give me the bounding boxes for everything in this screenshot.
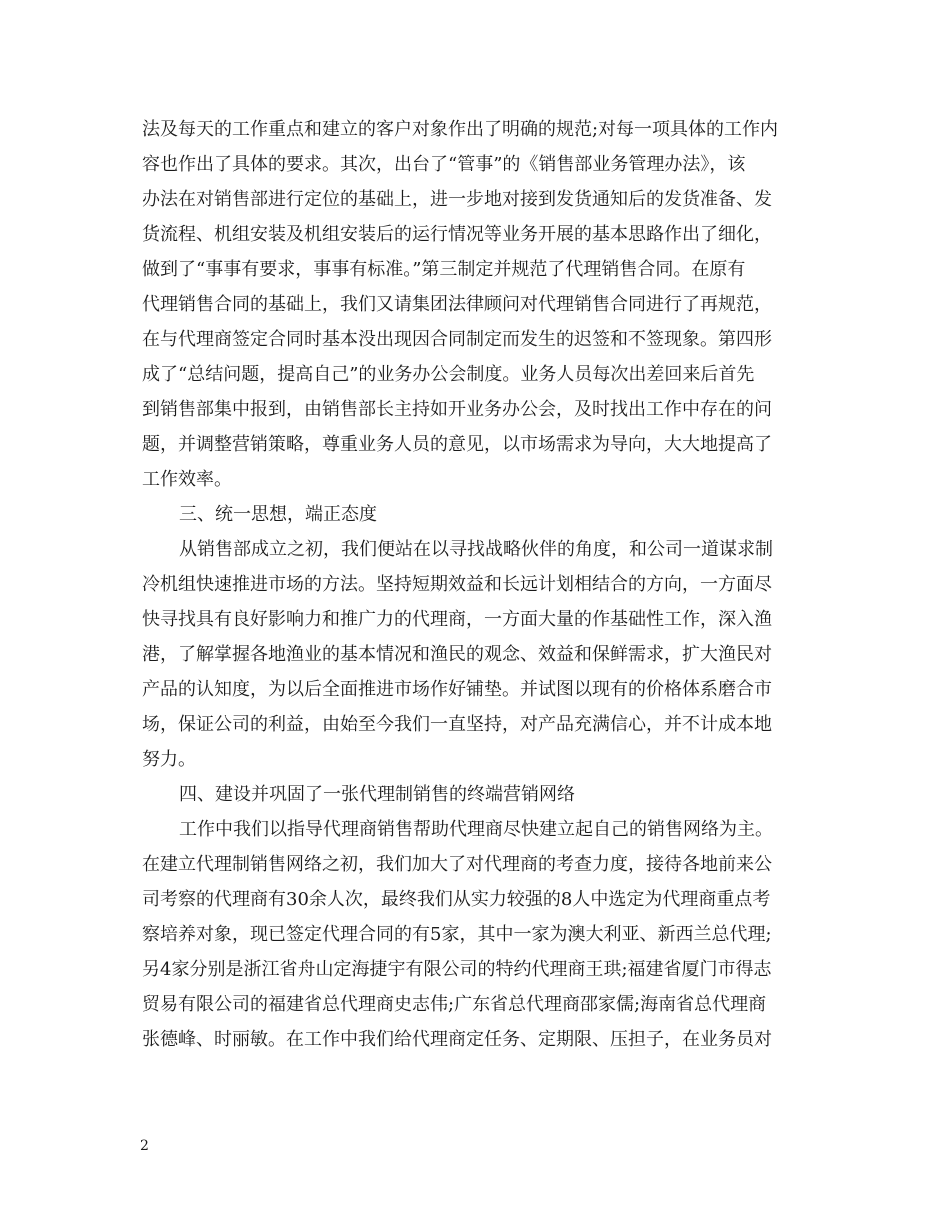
section-heading-3: [142, 497, 812, 532]
text-line: 货流程、机组安装及机组安装后的运行情况等业务开展的基本思路作出了细化，: [142, 224, 772, 245]
heading-text: 四、建设并巩固了一张代理制销售的终端营销网络: [179, 784, 575, 805]
text-line: 贸易有限公司的福建省总代理商史志伟;广东省总代理商邵家儒;海南省总代理商: [142, 994, 767, 1015]
text-line: 容也作出了具体的要求。其次，出台了“管事”的《销售部业务管理办法》，该: [142, 154, 746, 175]
text-line: 到销售部集中报到，由销售部长主持如开业务办公会，及时找出工作中存在的问: [142, 399, 772, 420]
section-heading-4: [142, 777, 812, 812]
page-number: 2: [140, 1138, 149, 1154]
paragraph-unify-thinking: [142, 532, 812, 777]
text-line: 场，保证公司的利益，由始至今我们一直坚持，对产品充满信心，并不计成本地: [142, 714, 772, 735]
text-line: 冷机组快速推进市场的方法。坚持短期效益和长远计划相结合的方向，一方面尽: [142, 574, 772, 595]
text-line: 代理销售合同的基础上，我们又请集团法律顾问对代理销售合同进行了再规范，: [142, 294, 772, 315]
text-line: 办法在对销售部进行定位的基础上，进一步地对接到发货通知后的发货准备、发: [142, 189, 772, 210]
text-line: 题，并调整营销策略，尊重业务人员的意见，以市场需求为导向，大大地提高了: [142, 434, 772, 455]
text-line: 努力。: [142, 749, 196, 770]
paragraph-sales-network: [142, 812, 812, 1057]
text-line: 产品的认知度，为以后全面推进市场作好铺垫。并试图以现有的价格体系磨合市: [142, 679, 772, 700]
paragraph-continuation: [142, 112, 812, 497]
text-line: 工作效率。: [142, 469, 232, 490]
text-line: 张德峰、时丽敏。在工作中我们给代理商定任务、定期限、压担子，在业务员对: [142, 1029, 772, 1050]
text-line: 工作中我们以指导代理商销售帮助代理商尽快建立起自己的销售网络为主。: [179, 819, 773, 840]
text-line: 快寻找具有良好影响力和推广力的代理商，一方面大量的作基础性工作，深入渔: [142, 609, 772, 630]
text-line: 察培养对象，现已签定代理合同的有5家，其中一家为澳大利亚、新西兰总代理;: [142, 924, 772, 945]
text-line: 做到了“事事有要求，事事有标准。”第三制定并规范了代理销售合同。在原有: [142, 259, 746, 280]
text-line: 司考察的代理商有30余人次，最终我们从实力较强的8人中选定为代理商重点考: [142, 889, 771, 910]
document-body: [142, 112, 812, 1057]
text-line: 港，了解掌握各地渔业的基本情况和渔民的观念、效益和保鲜需求，扩大渔民对: [142, 644, 772, 665]
text-line: 在与代理商签定合同时基本没出现因合同制定而发生的迟签和不签现象。第四形: [142, 329, 772, 350]
text-line: 从销售部成立之初，我们便站在以寻找战略伙伴的角度，和公司一道谋求制: [179, 539, 773, 560]
text-line: 另4家分别是浙江省舟山定海捷宇有限公司的特约代理商王珙;福建省厦门市得志: [142, 959, 772, 980]
text-line: 在建立代理制销售网络之初，我们加大了对代理商的考查力度，接待各地前来公: [142, 854, 772, 875]
heading-text: 三、统一思想，端正态度: [179, 504, 377, 525]
text-line: 法及每天的工作重点和建立的客户对象作出了明确的规范;对每一项具体的工作内: [142, 119, 779, 140]
text-line: 成了“总结问题，提高自己”的业务办公会制度。业务人员每次出差回来后首先: [142, 364, 755, 385]
